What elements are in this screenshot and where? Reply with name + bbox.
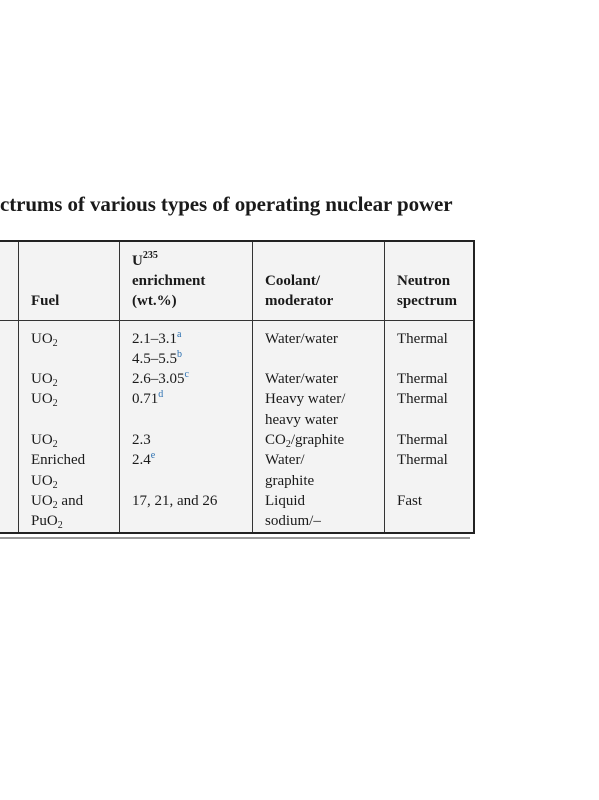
fuel-cell: $UO_2$ and — [31, 492, 84, 511]
table-bottom-rule — [0, 537, 470, 539]
coolant-cell: graphite — [265, 472, 315, 489]
fuel-cell: PuO$_2$ — [31, 513, 63, 532]
table-body-row — [0, 320, 473, 532]
fuel-cell: $UO_2$ — [31, 330, 58, 349]
enrichment-cell: 17, 21, and 26 — [132, 492, 218, 509]
spectrum-cell: Thermal — [397, 391, 448, 408]
fuel-cell: $UO_2$ — [31, 472, 58, 491]
coolant-cell: Liquid — [265, 492, 305, 509]
enrichment-cell: 2.3 — [132, 431, 151, 448]
header-enrichment: $U^{235}$ enrichment (wt.%) — [120, 242, 253, 320]
enrichment-cell: 2.6–3.05$^c$ — [132, 369, 189, 388]
footnote-link-d[interactable]: d — [158, 389, 164, 401]
coolant-cell: $CO_2$/graphite — [265, 431, 345, 450]
header-neutron-spectrum: Neutron spectrum — [385, 242, 474, 320]
footnote-link-b[interactable]: b — [177, 348, 182, 360]
coolant-column — [253, 320, 385, 532]
enrichment-cell: 2.4e — [132, 450, 156, 469]
coolant-cell: sodium/– — [265, 513, 321, 530]
coolant-cell: Water/ — [265, 452, 305, 469]
fuel-column — [19, 320, 120, 532]
spectrum-cell: Thermal — [397, 330, 448, 347]
fuel-cell: $UO_2$ — [31, 391, 58, 410]
coolant-cell: heavy water — [265, 411, 338, 428]
spectrum-cell: Thermal — [397, 431, 448, 448]
footnote-link-e[interactable]: e — [150, 450, 156, 462]
table-title: ctrums of various types of operating nuclear power — [0, 192, 453, 216]
reactor-table — [0, 240, 475, 534]
spectrum-column — [385, 320, 474, 532]
spectrum-cell: Fast — [397, 492, 423, 509]
fuel-cell: $UO_2$ — [31, 431, 58, 450]
table-header-row — [0, 242, 473, 320]
coolant-cell: Water/water — [265, 371, 338, 388]
enrichment-cell: 0.71$^d$ — [132, 389, 164, 408]
header-fuel: Fuel — [19, 242, 120, 320]
coolant-cell: Heavy water/ — [265, 391, 346, 408]
fuel-cell: Enriched — [31, 452, 86, 469]
footnote-link-a[interactable]: a — [177, 328, 182, 340]
fuel-cell: $UO_2$ — [31, 371, 58, 390]
coolant-cell: Water/water — [265, 330, 338, 347]
footnote-link-c[interactable]: c — [184, 369, 189, 381]
enrichment-cell: 2.1–3.1$^a$ — [132, 328, 182, 347]
enrichment-cell: 4.5–5.5$^b$ — [132, 348, 182, 367]
spectrum-cell: Thermal — [397, 371, 448, 388]
enrichment-column — [120, 320, 253, 532]
spectrum-cell: Thermal — [397, 452, 448, 469]
header-coolant: Coolant/ moderator — [253, 242, 385, 320]
